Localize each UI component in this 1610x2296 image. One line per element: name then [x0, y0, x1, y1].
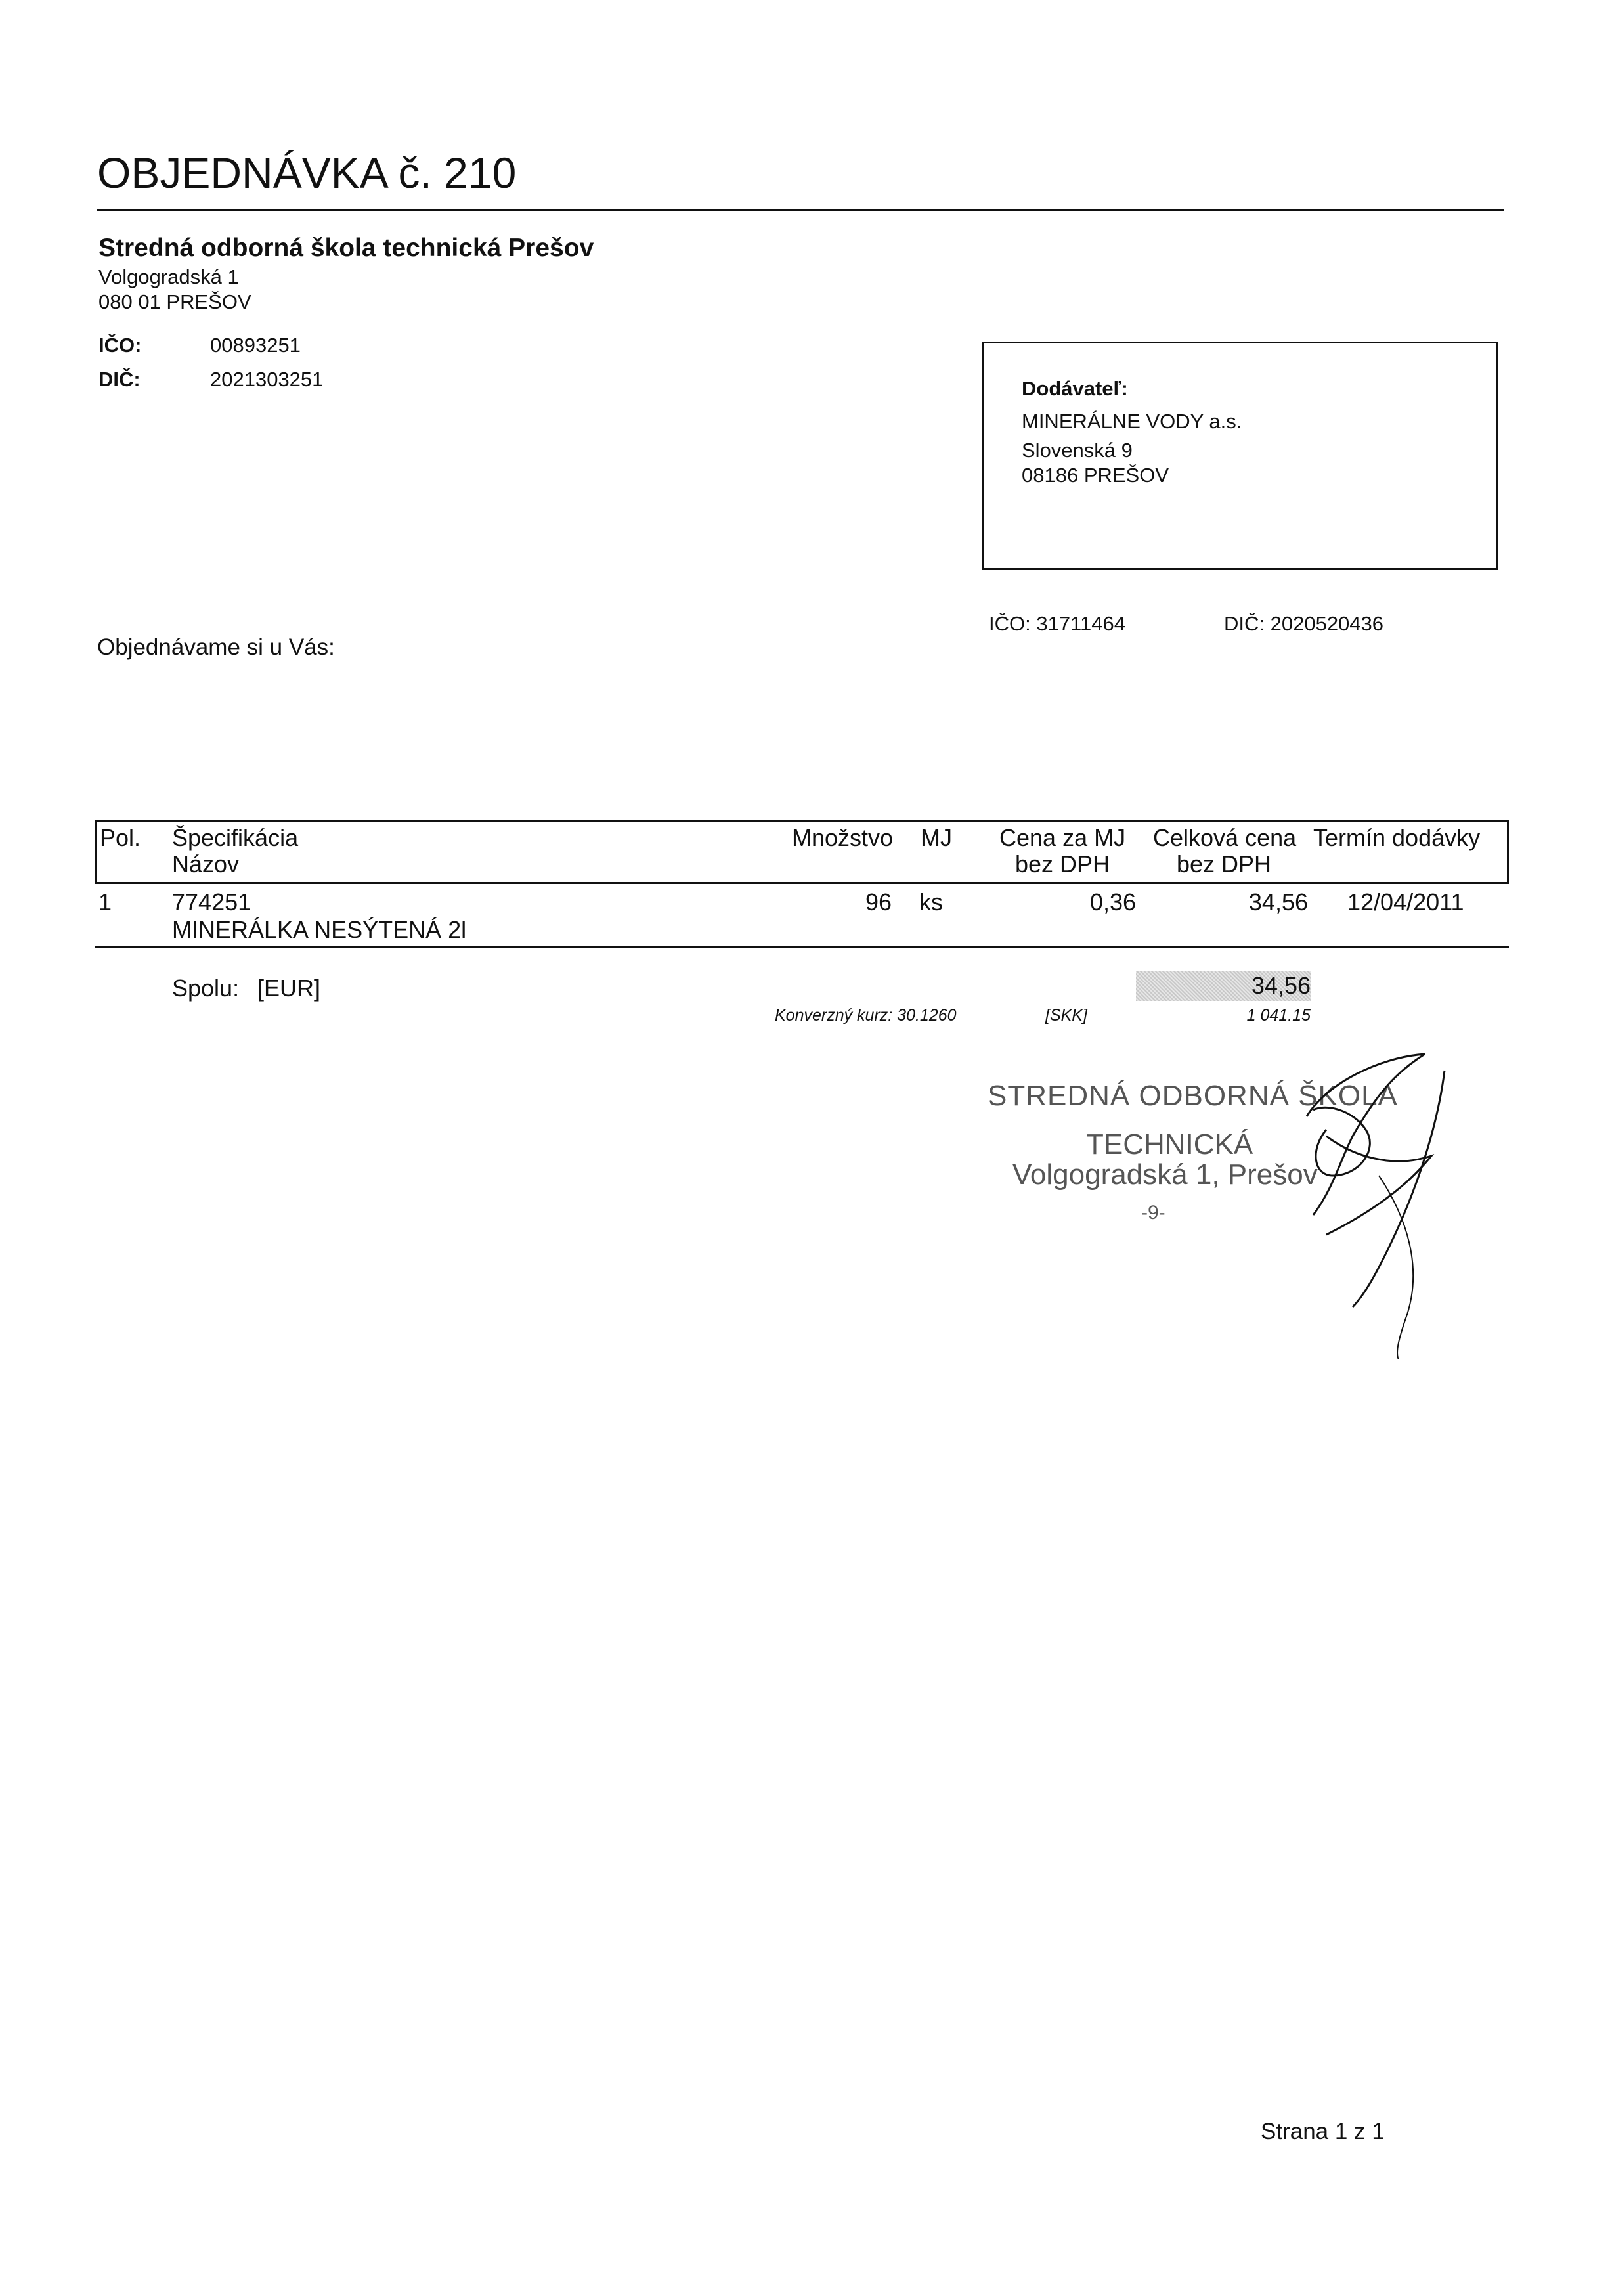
buyer-dic: 2021303251	[210, 368, 324, 391]
buyer-city: 080 01 PREŠOV	[98, 290, 251, 313]
col-termin: Termín dodávky	[1313, 824, 1481, 851]
buyer-dic-label: DIČ:	[98, 368, 141, 391]
col-mj: MJ	[921, 824, 952, 851]
table-bottom-rule	[95, 946, 1509, 948]
total-currency: [EUR]	[257, 975, 321, 1002]
row-price: 0,36	[1089, 889, 1136, 916]
supplier-name: MINERÁLNE VODY a.s.	[1022, 410, 1242, 433]
skk-amount: 1 041.15	[1246, 1006, 1311, 1025]
total-amount: 34,56	[1136, 971, 1311, 1001]
col-pol: Pol.	[100, 824, 141, 851]
conversion-rate: Konverzný kurz: 30.1260	[775, 1006, 957, 1025]
col-nazov: Názov	[172, 850, 240, 877]
row-pol: 1	[98, 889, 112, 916]
stamp-line1: STREDNÁ ODBORNÁ ŠKOLA	[988, 1080, 1398, 1112]
total-label: Spolu:	[172, 975, 240, 1002]
row-name: MINERÁLKA NESÝTENÁ 2l	[172, 916, 467, 943]
col-mnozstvo: Množstvo	[792, 824, 894, 851]
page-number: Strana 1 z 1	[1261, 2119, 1385, 2144]
document-title: OBJEDNÁVKA č. 210	[97, 148, 517, 197]
signature-mark	[1287, 1044, 1471, 1359]
row-code: 774251	[172, 889, 251, 916]
intro-text: Objednávame si u Vás:	[97, 634, 335, 660]
stamp-line2: TECHNICKÁ	[1086, 1128, 1253, 1160]
row-date: 12/04/2011	[1347, 889, 1464, 916]
stamp-line3: Volgogradská 1, Prešov	[1012, 1159, 1318, 1191]
buyer-ico: 00893251	[210, 334, 301, 357]
supplier-ico: IČO: 31711464	[989, 612, 1125, 635]
supplier-label: Dodávateľ:	[1022, 377, 1128, 400]
buyer-ico-label: IČO:	[98, 334, 142, 357]
row-unit: ks	[919, 889, 943, 916]
col-cena-line2: bez DPH	[1015, 850, 1110, 877]
row-total: 34,56	[1248, 889, 1308, 916]
row-qty: 96	[865, 889, 892, 916]
stamp-line4: -9-	[1141, 1202, 1165, 1224]
col-spec: Špecifikácia	[172, 824, 299, 851]
supplier-dic: DIČ: 2020520436	[1224, 612, 1384, 635]
supplier-street: Slovenská 9	[1022, 439, 1133, 462]
col-cena-line1: Cena za MJ	[999, 824, 1126, 851]
buyer-name: Stredná odborná škola technická Prešov	[98, 234, 594, 262]
title-rule	[97, 209, 1504, 211]
col-celkova-line1: Celková cena	[1153, 824, 1297, 851]
skk-label: [SKK]	[1045, 1006, 1087, 1025]
supplier-city: 08186 PREŠOV	[1022, 464, 1169, 487]
buyer-street: Volgogradská 1	[98, 265, 239, 288]
col-celkova-line2: bez DPH	[1177, 850, 1272, 877]
